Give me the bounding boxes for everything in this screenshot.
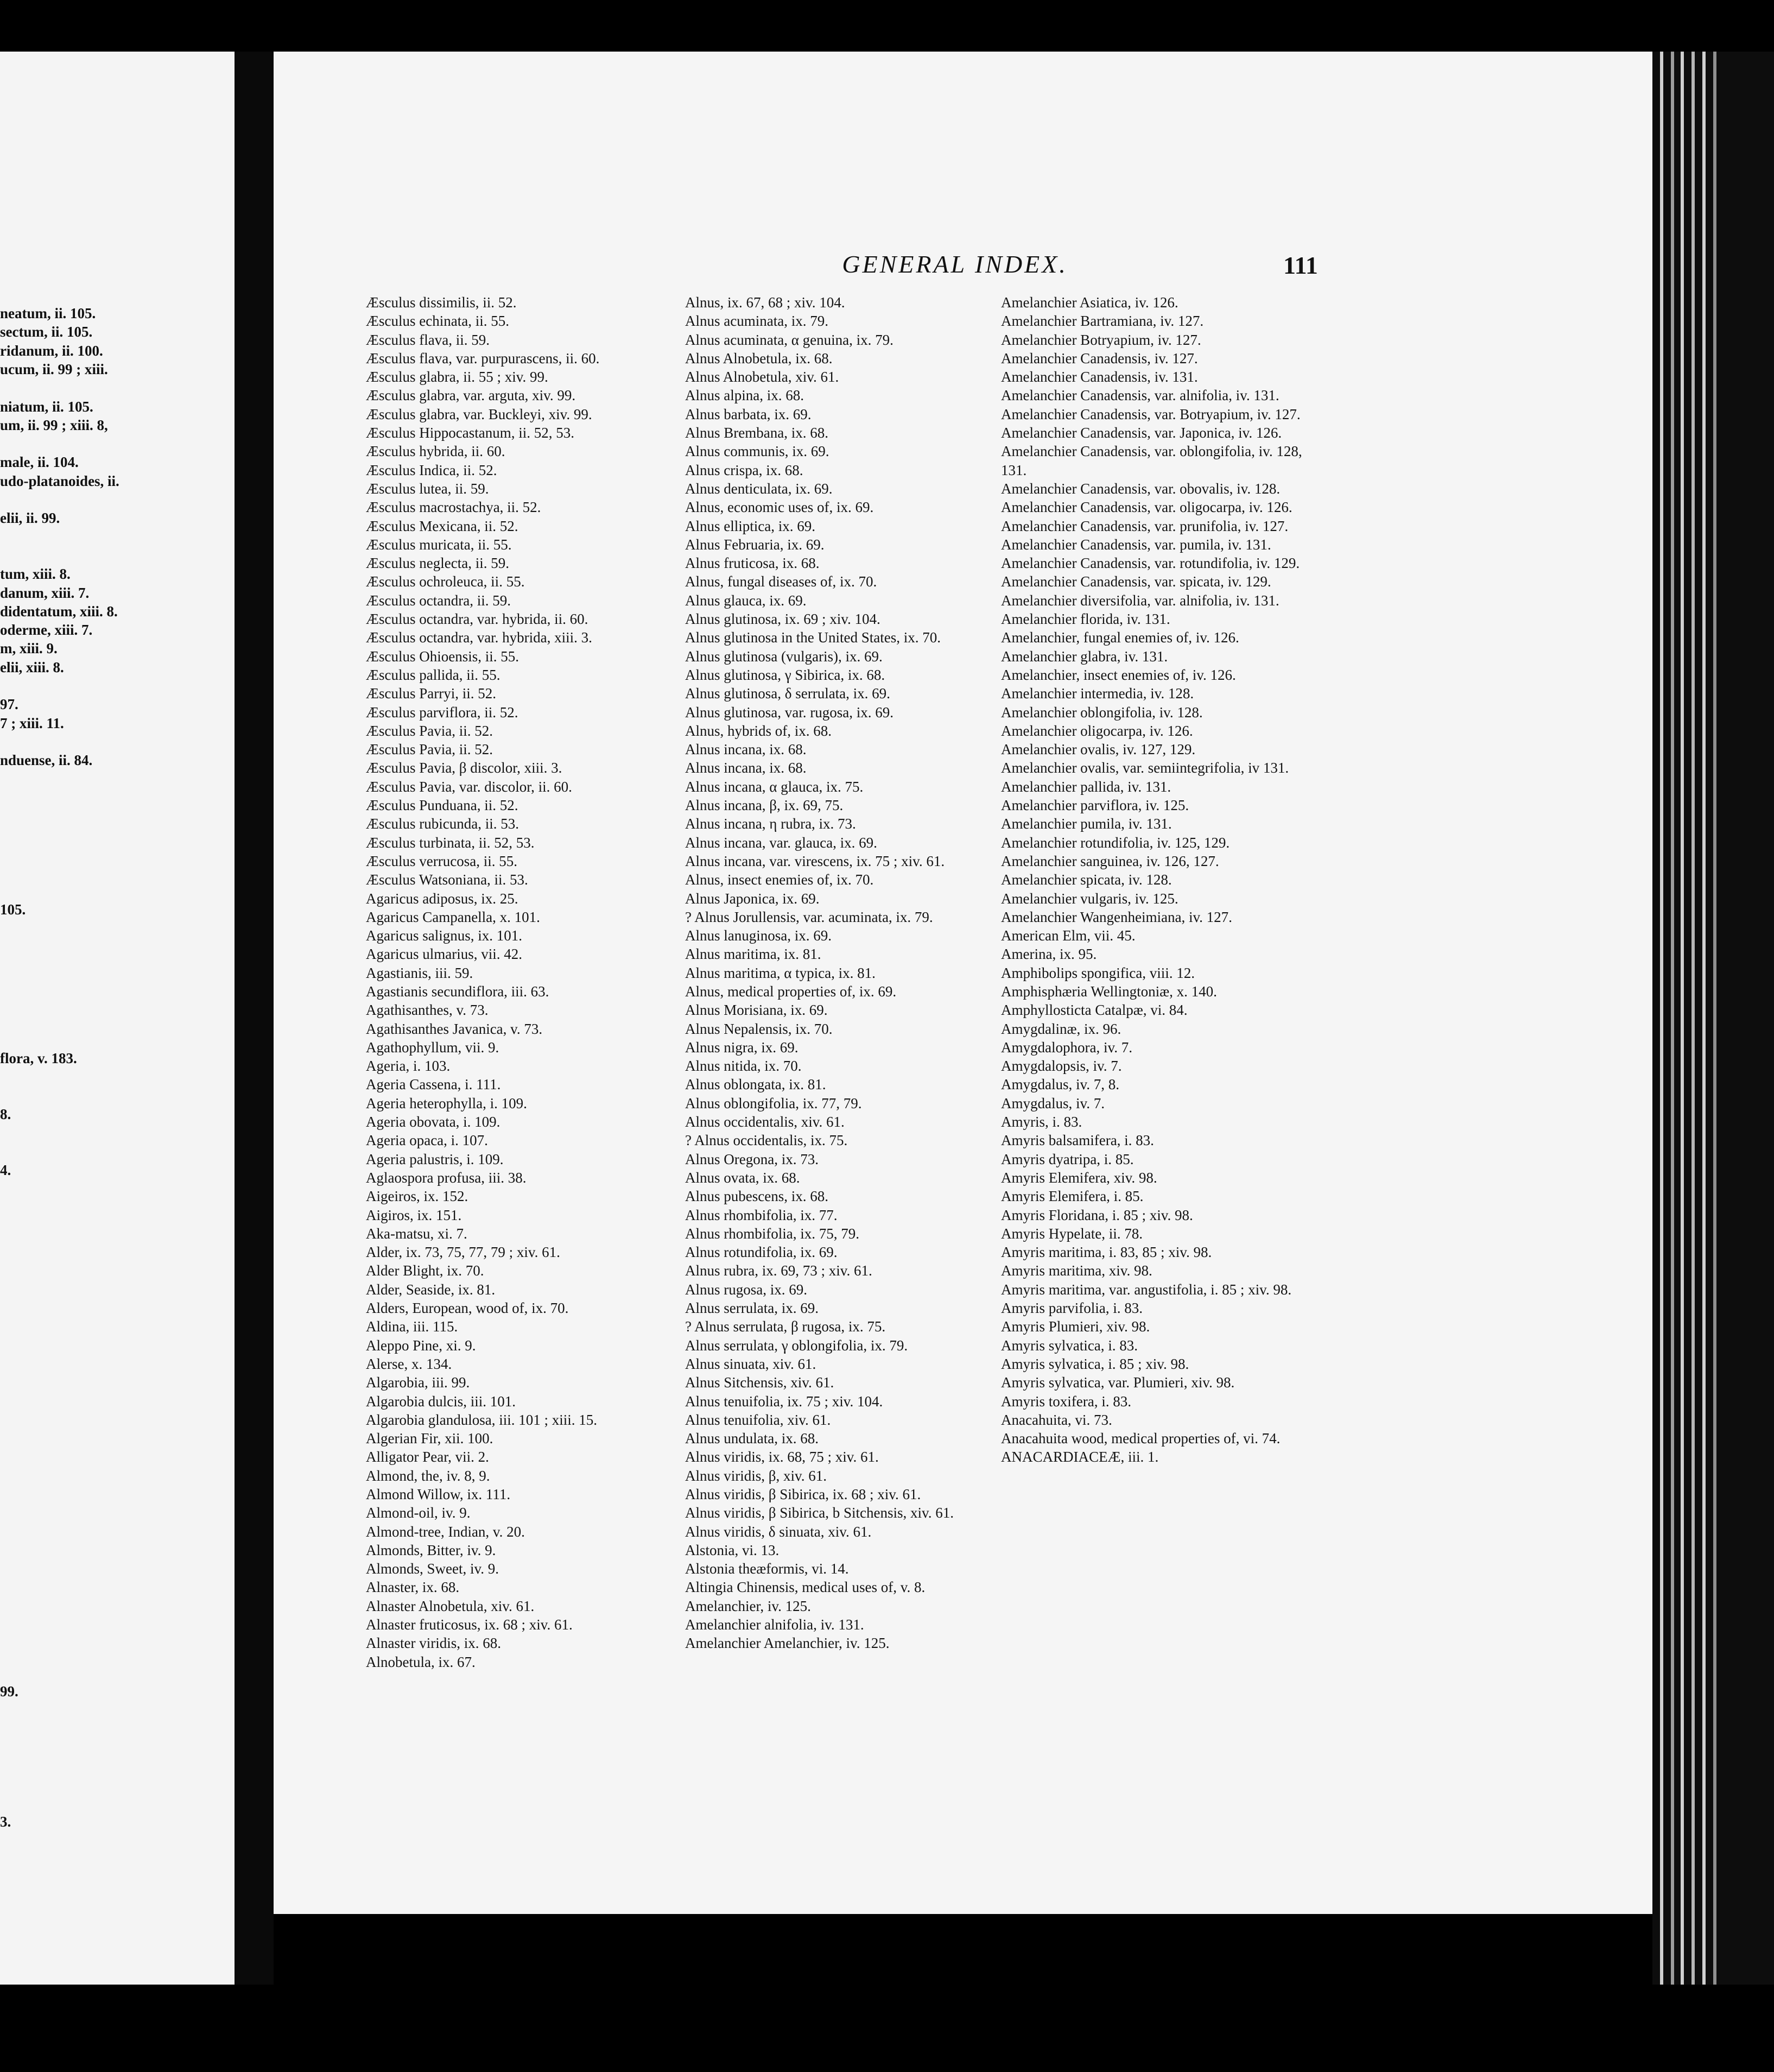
index-entry: Amelanchier Amelanchier, iv. 125. [685, 1635, 890, 1652]
index-entry: Amygdalinæ, ix. 96. [1001, 1020, 1122, 1037]
index-entry: Alnus incana, ix. 68. [685, 741, 807, 758]
index-entry: Æsculus glabra, var. Buckleyi, xiv. 99. [366, 406, 592, 422]
index-entry: Alnus, hybrids of, ix. 68. [685, 722, 832, 739]
index-entry: Amelanchier Canadensis, var. oligocarpa, iv. 126. [1001, 499, 1293, 516]
previous-page-line: 99. [0, 1683, 18, 1700]
page-edge [1691, 52, 1695, 1985]
index-entry: Alnus maritima, ix. 81. [685, 946, 821, 963]
running-title: GENERAL INDEX. [842, 250, 1068, 278]
previous-page-line: niatum, ii. 105. [0, 398, 93, 415]
index-entry: Æsculus Watsoniana, ii. 53. [366, 871, 528, 888]
index-entry: Almond Willow, ix. 111. [366, 1486, 511, 1502]
index-entry: Amelanchier parviflora, iv. 125. [1001, 797, 1189, 814]
index-entry: Alstonia theæformis, vi. 14. [685, 1561, 849, 1577]
previous-page-line: um, ii. 99 ; xiii. 8, [0, 416, 108, 433]
index-entry: Alnaster, ix. 68. [366, 1579, 460, 1596]
index-entry: Amygdalopsis, iv. 7. [1001, 1058, 1122, 1075]
index-entry: Alnus, economic uses of, ix. 69. [685, 499, 874, 516]
index-entry: Amyris maritima, i. 83, 85 ; xiv. 98. [1001, 1244, 1212, 1261]
index-entry: Amelanchier, insect enemies of, iv. 126. [1001, 666, 1236, 683]
previous-page-line: elii, ii. 99. [0, 510, 60, 527]
index-entry: Alnus viridis, δ sinuata, xiv. 61. [685, 1523, 872, 1540]
index-entry: Alnus serrulata, γ oblongifolia, ix. 79. [685, 1337, 908, 1354]
index-entry: American Elm, vii. 45. [1001, 927, 1136, 944]
index-entry: Alnus tenuifolia, ix. 75 ; xiv. 104. [685, 1393, 883, 1410]
index-entry: Anacahuita, vi. 73. [1001, 1411, 1112, 1428]
page-edges [1652, 52, 1774, 1985]
index-entry: Alnus undulata, ix. 68. [685, 1430, 819, 1447]
index-entry: Alnus nigra, ix. 69. [685, 1039, 799, 1056]
index-entry: Alnus Morisiana, ix. 69. [685, 1002, 828, 1019]
index-entry: Alnus, fungal diseases of, ix. 70. [685, 573, 877, 590]
index-page [274, 52, 1652, 1914]
page-number: 111 [1283, 251, 1318, 279]
previous-page-line: sectum, ii. 105. [0, 324, 93, 340]
index-entry: Alnus viridis, β Sibirica, b Sitchensis, xiv. 61. [685, 1505, 954, 1521]
index-entry: Amelanchier Canadensis, iv. 131. [1001, 369, 1198, 386]
index-entry: Algarobia, iii. 99. [366, 1374, 470, 1391]
index-entry: Amygdalus, iv. 7, 8. [1001, 1076, 1119, 1093]
previous-page-line: nduense, ii. 84. [0, 752, 93, 769]
previous-page-line: male, ii. 104. [0, 454, 79, 471]
index-entry: Alder, ix. 73, 75, 77, 79 ; xiv. 61. [366, 1244, 560, 1261]
previous-page-line: neatum, ii. 105. [0, 305, 96, 321]
index-entry: Alnus glauca, ix. 69. [685, 592, 807, 609]
index-entry: Amelanchier Canadensis, var. Botryapium, iv. 127. [1001, 406, 1301, 422]
index-entry: Amelanchier Canadensis, var. Japonica, iv. 126. [1001, 425, 1282, 441]
index-entry: Æsculus octandra, ii. 59. [366, 592, 511, 609]
previous-page-line: 105. [0, 901, 26, 918]
index-entry: Amelanchier Canadensis, iv. 127. [1001, 350, 1198, 367]
index-entry: Alnus denticulata, ix. 69. [685, 480, 833, 497]
index-entry: Amyris dyatripa, i. 85. [1001, 1151, 1134, 1167]
index-entry: Alnus Oregona, ix. 73. [685, 1151, 819, 1167]
index-entry: Æsculus flava, var. purpurascens, ii. 60. [366, 350, 600, 367]
index-entry: Alnus Alnobetula, ix. 68. [685, 350, 833, 367]
index-entry: Alnus incana, var. virescens, ix. 75 ; xiv. 61. [685, 852, 945, 869]
index-entry: Alnus incana, η rubra, ix. 73. [685, 816, 856, 832]
previous-page-line: elii, xiii. 8. [0, 659, 64, 675]
index-entry: Alnus barbata, ix. 69. [685, 406, 812, 422]
index-entry: Alligator Pear, vii. 2. [366, 1449, 489, 1465]
index-entry: Almond-oil, iv. 9. [366, 1505, 471, 1521]
index-entry: Amelanchier ovalis, var. semiintegrifolia, iv 131. [1001, 760, 1289, 776]
index-entry: Agaricus Campanella, x. 101. [366, 908, 540, 925]
index-entry: Algerian Fir, xii. 100. [366, 1430, 493, 1447]
previous-page-line: flora, v. 183. [0, 1050, 77, 1066]
index-entry: Agathophyllum, vii. 9. [366, 1039, 499, 1056]
index-entry: Æsculus octandra, var. hybrida, xiii. 3. [366, 629, 592, 646]
index-entry: Aleppo Pine, xi. 9. [366, 1337, 476, 1354]
index-entry: Æsculus verrucosa, ii. 55. [366, 852, 517, 869]
index-entry: Alnus Brembana, ix. 68. [685, 425, 828, 441]
index-entry: Anacahuita wood, medical properties of, vi. 74. [1001, 1430, 1281, 1447]
index-entry: Alstonia, vi. 13. [685, 1542, 780, 1558]
index-entry: Alnus, insect enemies of, ix. 70. [685, 871, 874, 888]
index-entry: Amyris Elemifera, xiv. 98. [1001, 1169, 1157, 1186]
index-entry: Æsculus Pavia, ii. 52. [366, 741, 493, 758]
index-entry: Æsculus parviflora, ii. 52. [366, 704, 518, 721]
index-entry: Amelanchier Canadensis, var. rotundifolia, iv. 129. [1001, 555, 1300, 572]
index-entry: ? Alnus serrulata, β rugosa, ix. 75. [685, 1318, 886, 1335]
index-entry: Alder, Seaside, ix. 81. [366, 1281, 496, 1298]
index-entry: Æsculus hybrida, ii. 60. [366, 443, 505, 460]
index-entry: Æsculus turbinata, ii. 52, 53. [366, 834, 535, 851]
index-entry: Alnus rhombifolia, ix. 75, 79. [685, 1225, 859, 1242]
index-entry: Alnus nitida, ix. 70. [685, 1058, 802, 1075]
index-entry: Æsculus muricata, ii. 55. [366, 536, 512, 553]
index-entry: Æsculus glabra, ii. 55 ; xiv. 99. [366, 369, 548, 386]
index-column-2 [685, 293, 989, 1653]
index-entry: ? Alnus Jorullensis, var. acuminata, ix. 79. [685, 908, 933, 925]
index-entry: Amelanchier, fungal enemies of, iv. 126. [1001, 629, 1239, 646]
index-entry: Alnus glutinosa (vulgaris), ix. 69. [685, 648, 883, 665]
index-entry: Alnus oblongifolia, ix. 77, 79. [685, 1095, 862, 1111]
index-entry: Agaricus adiposus, ix. 25. [366, 890, 518, 907]
index-entry: Ageria Cassena, i. 111. [366, 1076, 501, 1093]
index-entry: Æsculus Pavia, β discolor, xiii. 3. [366, 760, 562, 776]
previous-page-line: ridanum, ii. 100. [0, 342, 103, 359]
previous-page-line: tum, xiii. 8. [0, 566, 71, 583]
index-entry: Amelanchier diversifolia, var. alnifolia, iv. 131. [1001, 592, 1279, 609]
index-entry: Alnus acuminata, ix. 79. [685, 313, 828, 330]
index-entry: Alnus maritima, α typica, ix. 81. [685, 964, 876, 981]
index-entry: Amelanchier Canadensis, var. oblongifolia, iv. 128, 131. [1001, 443, 1302, 478]
index-entry: Amelanchier pallida, iv. 131. [1001, 778, 1171, 795]
index-entry: Amelanchier, iv. 125. [685, 1597, 811, 1614]
index-entry: Almond-tree, Indian, v. 20. [366, 1523, 525, 1540]
index-entry: Alnus ovata, ix. 68. [685, 1169, 800, 1186]
index-entry: Amelanchier Canadensis, var. obovalis, iv. 128. [1001, 480, 1281, 497]
index-entry: Amelanchier rotundifolia, iv. 125, 129. [1001, 834, 1230, 851]
index-entry: Æsculus macrostachya, ii. 52. [366, 499, 541, 516]
index-entry: Alnus crispa, ix. 68. [685, 462, 803, 478]
index-entry: ANACARDIACEÆ, iii. 1. [1001, 1449, 1159, 1465]
index-entry: Ageria obovata, i. 109. [366, 1114, 500, 1130]
index-entry: Amelanchier vulgaris, iv. 125. [1001, 890, 1179, 907]
index-entry: Agaricus ulmarius, vii. 42. [366, 946, 522, 963]
index-column-3 [1001, 293, 1316, 1467]
index-entry: Æsculus rubicunda, ii. 53. [366, 816, 519, 832]
index-entry: Alnus glutinosa, δ serrulata, ix. 69. [685, 685, 890, 702]
index-entry: Alnus Alnobetula, xiv. 61. [685, 369, 839, 386]
index-entry: Alder Blight, ix. 70. [366, 1262, 484, 1279]
index-entry: Algarobia glandulosa, iii. 101 ; xiii. 15. [366, 1411, 597, 1428]
index-entry: Aldina, iii. 115. [366, 1318, 458, 1335]
index-entry: Alnus fruticosa, ix. 68. [685, 555, 820, 572]
index-entry: Amelanchier pumila, iv. 131. [1001, 816, 1172, 832]
previous-page-line: 7 ; xiii. 11. [0, 715, 64, 731]
index-entry: Amelanchier spicata, iv. 128. [1001, 871, 1172, 888]
index-entry: Alnus pubescens, ix. 68. [685, 1188, 828, 1205]
index-entry: Almonds, Sweet, iv. 9. [366, 1561, 499, 1577]
index-entry: Alnus, ix. 67, 68 ; xiv. 104. [685, 294, 845, 311]
index-entry: Alnobetula, ix. 67. [366, 1653, 476, 1670]
index-entry: Æsculus Mexicana, ii. 52. [366, 517, 518, 534]
index-entry: Alnus glutinosa, γ Sibirica, ix. 68. [685, 666, 885, 683]
index-entry: Amelanchier Botryapium, iv. 127. [1001, 331, 1201, 348]
index-column-1 [366, 293, 670, 1671]
index-entry: Amelanchier Canadensis, var. spicata, iv. 129. [1001, 573, 1271, 590]
index-entry: Amyris sylvatica, i. 83. [1001, 1337, 1138, 1354]
index-entry: Amyris toxifera, i. 83. [1001, 1393, 1131, 1410]
previous-page-line: m, xiii. 9. [0, 640, 58, 657]
index-entry: Amyris maritima, var. angustifolia, i. 85 ; xiv. 98. [1001, 1281, 1292, 1298]
previous-page-line: 4. [0, 1161, 11, 1178]
index-entry: Alnus Nepalensis, ix. 70. [685, 1020, 833, 1037]
index-entry: Alnus oblongata, ix. 81. [685, 1076, 826, 1093]
index-entry: Alnus incana, α glauca, ix. 75. [685, 778, 864, 795]
index-entry: Alnus tenuifolia, xiv. 61. [685, 1411, 831, 1428]
index-entry: Amelanchier glabra, iv. 131. [1001, 648, 1168, 665]
index-entry: Alnus, medical properties of, ix. 69. [685, 983, 897, 1000]
index-entry: Alnus Sitchensis, xiv. 61. [685, 1374, 834, 1391]
index-entry: Agathisanthes, v. 73. [366, 1002, 489, 1019]
index-entry: Ageria opaca, i. 107. [366, 1132, 488, 1149]
index-entry: Alerse, x. 134. [366, 1355, 452, 1372]
index-entry: Amygdalus, iv. 7. [1001, 1095, 1105, 1111]
index-entry: Amelanchier florida, iv. 131. [1001, 611, 1170, 628]
index-entry: Amerina, ix. 95. [1001, 946, 1097, 963]
index-entry: Æsculus Pavia, var. discolor, ii. 60. [366, 778, 572, 795]
index-entry: Ageria heterophylla, i. 109. [366, 1095, 527, 1111]
index-entry: Æsculus pallida, ii. 55. [366, 666, 500, 683]
index-entry: Æsculus Pavia, ii. 52. [366, 722, 493, 739]
index-entry: Æsculus flava, ii. 59. [366, 331, 490, 348]
index-entry: Æsculus dissimilis, ii. 52. [366, 294, 517, 311]
index-entry: Æsculus glabra, var. arguta, xiv. 99. [366, 387, 576, 404]
previous-page-line: 97. [0, 696, 18, 713]
index-entry: Amyris Floridana, i. 85 ; xiv. 98. [1001, 1206, 1193, 1223]
previous-page-line: danum, xiii. 7. [0, 584, 90, 601]
index-entry: Aglaospora profusa, iii. 38. [366, 1169, 527, 1186]
previous-page-line: 3. [0, 1814, 11, 1830]
index-entry: Æsculus Indica, ii. 52. [366, 462, 497, 478]
page-edge [1681, 52, 1684, 1985]
previous-page-line: oderme, xiii. 7. [0, 622, 93, 639]
index-entry: Æsculus echinata, ii. 55. [366, 313, 509, 330]
previous-page-line: didentatum, xiii. 8. [0, 603, 118, 620]
index-entry: Amyris sylvatica, i. 85 ; xiv. 98. [1001, 1355, 1189, 1372]
index-entry: Æsculus Punduana, ii. 52. [366, 797, 518, 814]
index-entry: Æsculus lutea, ii. 59. [366, 480, 489, 497]
index-entry: Æsculus octandra, var. hybrida, ii. 60. [366, 611, 588, 628]
index-entry: Alnus lanuginosa, ix. 69. [685, 927, 832, 944]
index-entry: Amelanchier Canadensis, var. pumila, iv. 131. [1001, 536, 1271, 553]
page-header [274, 250, 1652, 293]
previous-page-line: ucum, ii. 99 ; xiii. [0, 361, 108, 377]
index-entry: Amphibolips spongifica, viii. 12. [1001, 964, 1195, 981]
index-entry: Alnus glutinosa, var. rugosa, ix. 69. [685, 704, 894, 721]
page-edge [1671, 52, 1674, 1985]
index-entry: Alnus incana, var. glauca, ix. 69. [685, 834, 877, 851]
index-entry: Æsculus Ohioensis, ii. 55. [366, 648, 519, 665]
index-entry: Amelanchier oligocarpa, iv. 126. [1001, 722, 1193, 739]
index-entry: Aigeiros, ix. 152. [366, 1188, 468, 1205]
index-entry: Amelanchier alnifolia, iv. 131. [685, 1616, 864, 1633]
index-entry: Alnus incana, ix. 68. [685, 760, 807, 776]
index-entry: Amyris Hypelate, ii. 78. [1001, 1225, 1143, 1242]
index-entry: Amyris parvifolia, i. 83. [1001, 1300, 1143, 1317]
previous-page-fragment [0, 52, 235, 1985]
index-entry: Alnus occidentalis, xiv. 61. [685, 1114, 845, 1130]
index-entry: Altingia Chinensis, medical uses of, v. 8. [685, 1579, 926, 1596]
index-entry: Alnaster Alnobetula, xiv. 61. [366, 1597, 535, 1614]
page-edge [1660, 52, 1663, 1985]
index-entry: Almonds, Bitter, iv. 9. [366, 1542, 496, 1558]
index-entry: Agastianis, iii. 59. [366, 964, 473, 981]
index-entry: Amelanchier Bartramiana, iv. 127. [1001, 313, 1204, 330]
index-entry: Amphyllosticta Catalpæ, vi. 84. [1001, 1002, 1188, 1019]
index-entry: Alnus glutinosa in the United States, ix. 70. [685, 629, 941, 646]
index-entry: Amelanchier Asiatica, iv. 126. [1001, 294, 1179, 311]
index-entry: Alnus viridis, β Sibirica, ix. 68 ; xiv. 61. [685, 1486, 921, 1502]
index-entry: Agathisanthes Javanica, v. 73. [366, 1020, 543, 1037]
index-entry: Amelanchier ovalis, iv. 127, 129. [1001, 741, 1196, 758]
index-entry: Alnus serrulata, ix. 69. [685, 1300, 819, 1317]
previous-page-line: udo-platanoides, ii. [0, 472, 119, 489]
index-entry: Amphisphæria Wellingtoniæ, x. 140. [1001, 983, 1217, 1000]
index-entry: Alnus viridis, ix. 68, 75 ; xiv. 61. [685, 1449, 879, 1465]
page-edge [1713, 52, 1716, 1985]
index-entry: Amyris sylvatica, var. Plumieri, xiv. 98. [1001, 1374, 1235, 1391]
book-gutter [235, 52, 274, 1985]
index-entry: Amyris maritima, xiv. 98. [1001, 1262, 1152, 1279]
index-entry: Amelanchier intermedia, iv. 128. [1001, 685, 1194, 702]
index-entry: Alnus elliptica, ix. 69. [685, 517, 815, 534]
index-entry: Alnus alpina, ix. 68. [685, 387, 804, 404]
index-entry: Amyris Elemifera, i. 85. [1001, 1188, 1144, 1205]
index-entry: Æsculus Hippocastanum, ii. 52, 53. [366, 425, 574, 441]
index-entry: Alnaster viridis, ix. 68. [366, 1635, 501, 1652]
index-entry: Agaricus salignus, ix. 101. [366, 927, 522, 944]
index-entry: Alnus communis, ix. 69. [685, 443, 829, 460]
index-entry: Alnus incana, β, ix. 69, 75. [685, 797, 844, 814]
index-entry: Æsculus Parryi, ii. 52. [366, 685, 496, 702]
index-entry: Alnaster fruticosus, ix. 68 ; xiv. 61. [366, 1616, 573, 1633]
index-entry: Amelanchier sanguinea, iv. 126, 127. [1001, 852, 1219, 869]
index-entry: Amelanchier Canadensis, var. alnifolia, iv. 131. [1001, 387, 1279, 404]
index-entry: Alnus rugosa, ix. 69. [685, 1281, 807, 1298]
index-entry: Agastianis secundiflora, iii. 63. [366, 983, 549, 1000]
index-entry: Alnus viridis, β, xiv. 61. [685, 1467, 827, 1484]
index-entry: Algarobia dulcis, iii. 101. [366, 1393, 516, 1410]
index-entry: Alnus acuminata, α genuina, ix. 79. [685, 331, 894, 348]
index-entry: Alnus rhombifolia, ix. 77. [685, 1206, 838, 1223]
index-entry: Almond, the, iv. 8, 9. [366, 1467, 490, 1484]
index-entry: Amelanchier Canadensis, var. prunifolia, iv. 127. [1001, 517, 1289, 534]
index-entry: Amelanchier oblongifolia, iv. 128. [1001, 704, 1203, 721]
index-entry: Alnus Februaria, ix. 69. [685, 536, 825, 553]
index-entry: Aka-matsu, xi. 7. [366, 1225, 467, 1242]
index-entry: Alnus rubra, ix. 69, 73 ; xiv. 61. [685, 1262, 872, 1279]
index-entry: Ageria palustris, i. 109. [366, 1151, 504, 1167]
index-entry: ? Alnus occidentalis, ix. 75. [685, 1132, 848, 1149]
index-entry: Amyris Plumieri, xiv. 98. [1001, 1318, 1150, 1335]
index-entry: Amelanchier Wangenheimiana, iv. 127. [1001, 908, 1232, 925]
index-entry: Alnus rotundifolia, ix. 69. [685, 1244, 838, 1261]
index-entry: Aigiros, ix. 151. [366, 1206, 462, 1223]
index-entry: Alnus Japonica, ix. 69. [685, 890, 820, 907]
index-entry: Æsculus neglecta, ii. 59. [366, 555, 509, 572]
index-entry: Amyris, i. 83. [1001, 1114, 1082, 1130]
index-entry: Amyris balsamifera, i. 83. [1001, 1132, 1154, 1149]
index-entry: Alders, European, wood of, ix. 70. [366, 1300, 569, 1317]
index-entry: Ageria, i. 103. [366, 1058, 451, 1075]
index-entry: Æsculus ochroleuca, ii. 55. [366, 573, 525, 590]
page-edge [1702, 52, 1706, 1985]
index-entry: Amygdalophora, iv. 7. [1001, 1039, 1132, 1056]
index-entry: Alnus sinuata, xiv. 61. [685, 1355, 816, 1372]
previous-page-line: 8. [0, 1106, 11, 1122]
index-entry: Alnus glutinosa, ix. 69 ; xiv. 104. [685, 611, 880, 628]
